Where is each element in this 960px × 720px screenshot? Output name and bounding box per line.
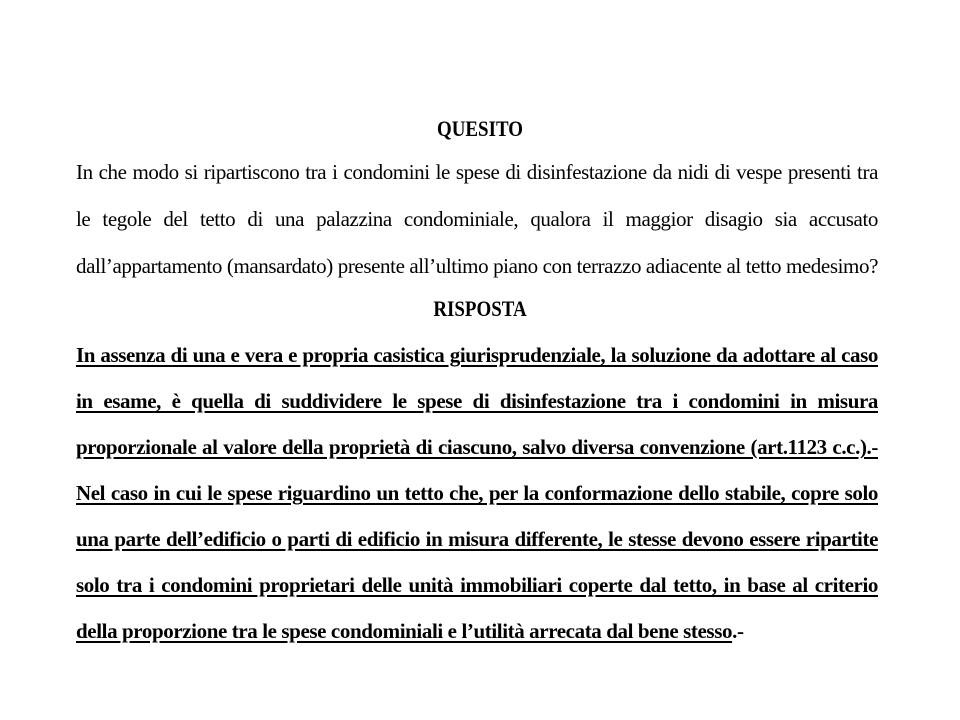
answer-heading: RISPOSTA bbox=[433, 296, 527, 321]
question-line: In che modo si ripartiscono tra i condomini le spese di disinfestazione da nidi di vespe presenti tra bbox=[76, 160, 878, 184]
answer-line: In assenza di una e vera e propria casistica giurisprudenziale, la soluzione da adottare al caso bbox=[76, 343, 878, 367]
answer-line: Nel caso in cui le spese riguardino un tetto che, per la conformazione dello stabile, copre solo bbox=[76, 481, 878, 505]
answer-trailing-mark: .- bbox=[732, 619, 744, 643]
answer-line: proporzionale al valore della proprietà di ciascuno, salvo diversa convenzione (art.1123 c.c.).- bbox=[76, 435, 878, 459]
answer-line: una parte dell’edificio o parti di edificio in misura differente, le stesse devono essere ripartite bbox=[76, 527, 878, 551]
answer-line: in esame, è quella di suddividere le spese di disinfestazione tra i condomini in misura bbox=[76, 389, 878, 413]
answer-last-line bbox=[76, 616, 878, 646]
question-line: le tegole del tetto di una palazzina condominiale, qualora il maggior disagio sia accusato bbox=[76, 207, 878, 231]
question-line: dall’appartamento (mansardato) presente all’ultimo piano con terrazzo adiacente al tetto medesimo? bbox=[76, 254, 878, 278]
answer-line: solo tra i condomini proprietari delle unità immobiliari coperte dal tetto, in base al criterio bbox=[76, 573, 878, 597]
question-heading: QUESITO bbox=[437, 116, 523, 141]
answer-line: della proporzione tra le spese condominiali e l’utilità arrecata dal bene stesso bbox=[76, 619, 733, 643]
